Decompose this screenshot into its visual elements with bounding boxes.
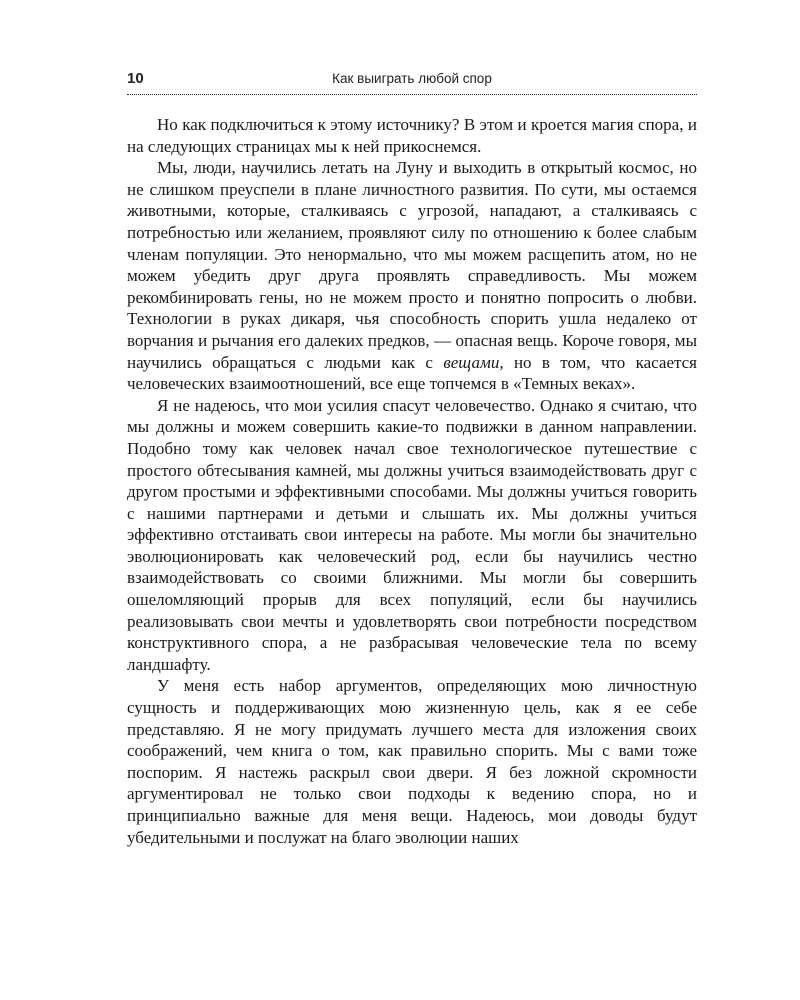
page-number: 10	[127, 70, 144, 87]
paragraph-2-emphasis: вещами	[443, 352, 500, 372]
paragraph-2	[127, 157, 697, 395]
paragraph-1: Но как подключиться к этому источнику? В этом и кроется магия спора, и на следующих страницах мы к ней прикоснемся.	[127, 115, 697, 156]
paragraph-2-text-after: , но в том, что касается человеческих взаимоотношений, все еще топчемся в «Темных веках».	[127, 352, 697, 394]
paragraph-2-text-before: Мы, люди, научились летать на Луну и выходить в открытый космос, но не слишком преуспели в плане личностного развития. По сути, мы остаемся животными, которые, сталкиваясь с угрозой, нападают, а сталкиваясь с потребностью или желанием, проявляют силу по отношению к более слабым членам популяции. Это ненормально, что мы можем расщепить атом, но не можем убедить друг друга проявлять справедливость. Мы можем рекомбинировать гены, но не можем просто и понятно попросить о любви. Технологии в руках дикаря, чья способность спорить ушла недалеко от ворчания и рычания его далеких предков, — опасная вещь. Короче говоря, мы научились обращаться с людьми как с	[127, 158, 697, 372]
body-text	[127, 114, 697, 848]
paragraph-4: У меня есть набор аргументов, определяющих мою личностную сущность и поддерживающих мою жизненную цель, как я ее себе представляю. Я не могу придумать лучшего места для изложения своих соображений, чем книга о том, как правильно спорить. Мы с вами тоже поспорим. Я настежь раскрыл свои двери. Я без ложной скромности аргументировал не только свои подходы к ведению спора, но и принципиально важные для меня вещи. Надеюсь, мои доводы будут убедительными и послужат на благо эволюции наших	[127, 676, 697, 847]
running-title: Как выиграть любой спор	[332, 71, 492, 86]
page-header	[127, 70, 697, 95]
paragraph-3: Я не надеюсь, что мои усилия спасут человечество. Однако я считаю, что мы должны и можем совершить какие-то подвижки в данном направлении. Подобно тому как человек начал свое технологическое путешествие с простого обтесывания камней, мы должны учиться взаимодействовать друг с другом простыми и эффективными способами. Мы должны учиться говорить с нашими партнерами и детьми и слышать их. Мы должны учиться эффективно отстаивать свои интересы на работе. Мы могли бы значительно эволюционировать как человеческий род, если бы научились честно взаимодействовать со своими ближними. Мы могли бы совершить ошеломляющий прорыв для всех популяций, если бы научились реализовывать свои мечты и удовлетворять свои потребности посредством конструктивного спора, а не разбрасывая человеческие тела по всему ландшафту.	[127, 395, 697, 674]
